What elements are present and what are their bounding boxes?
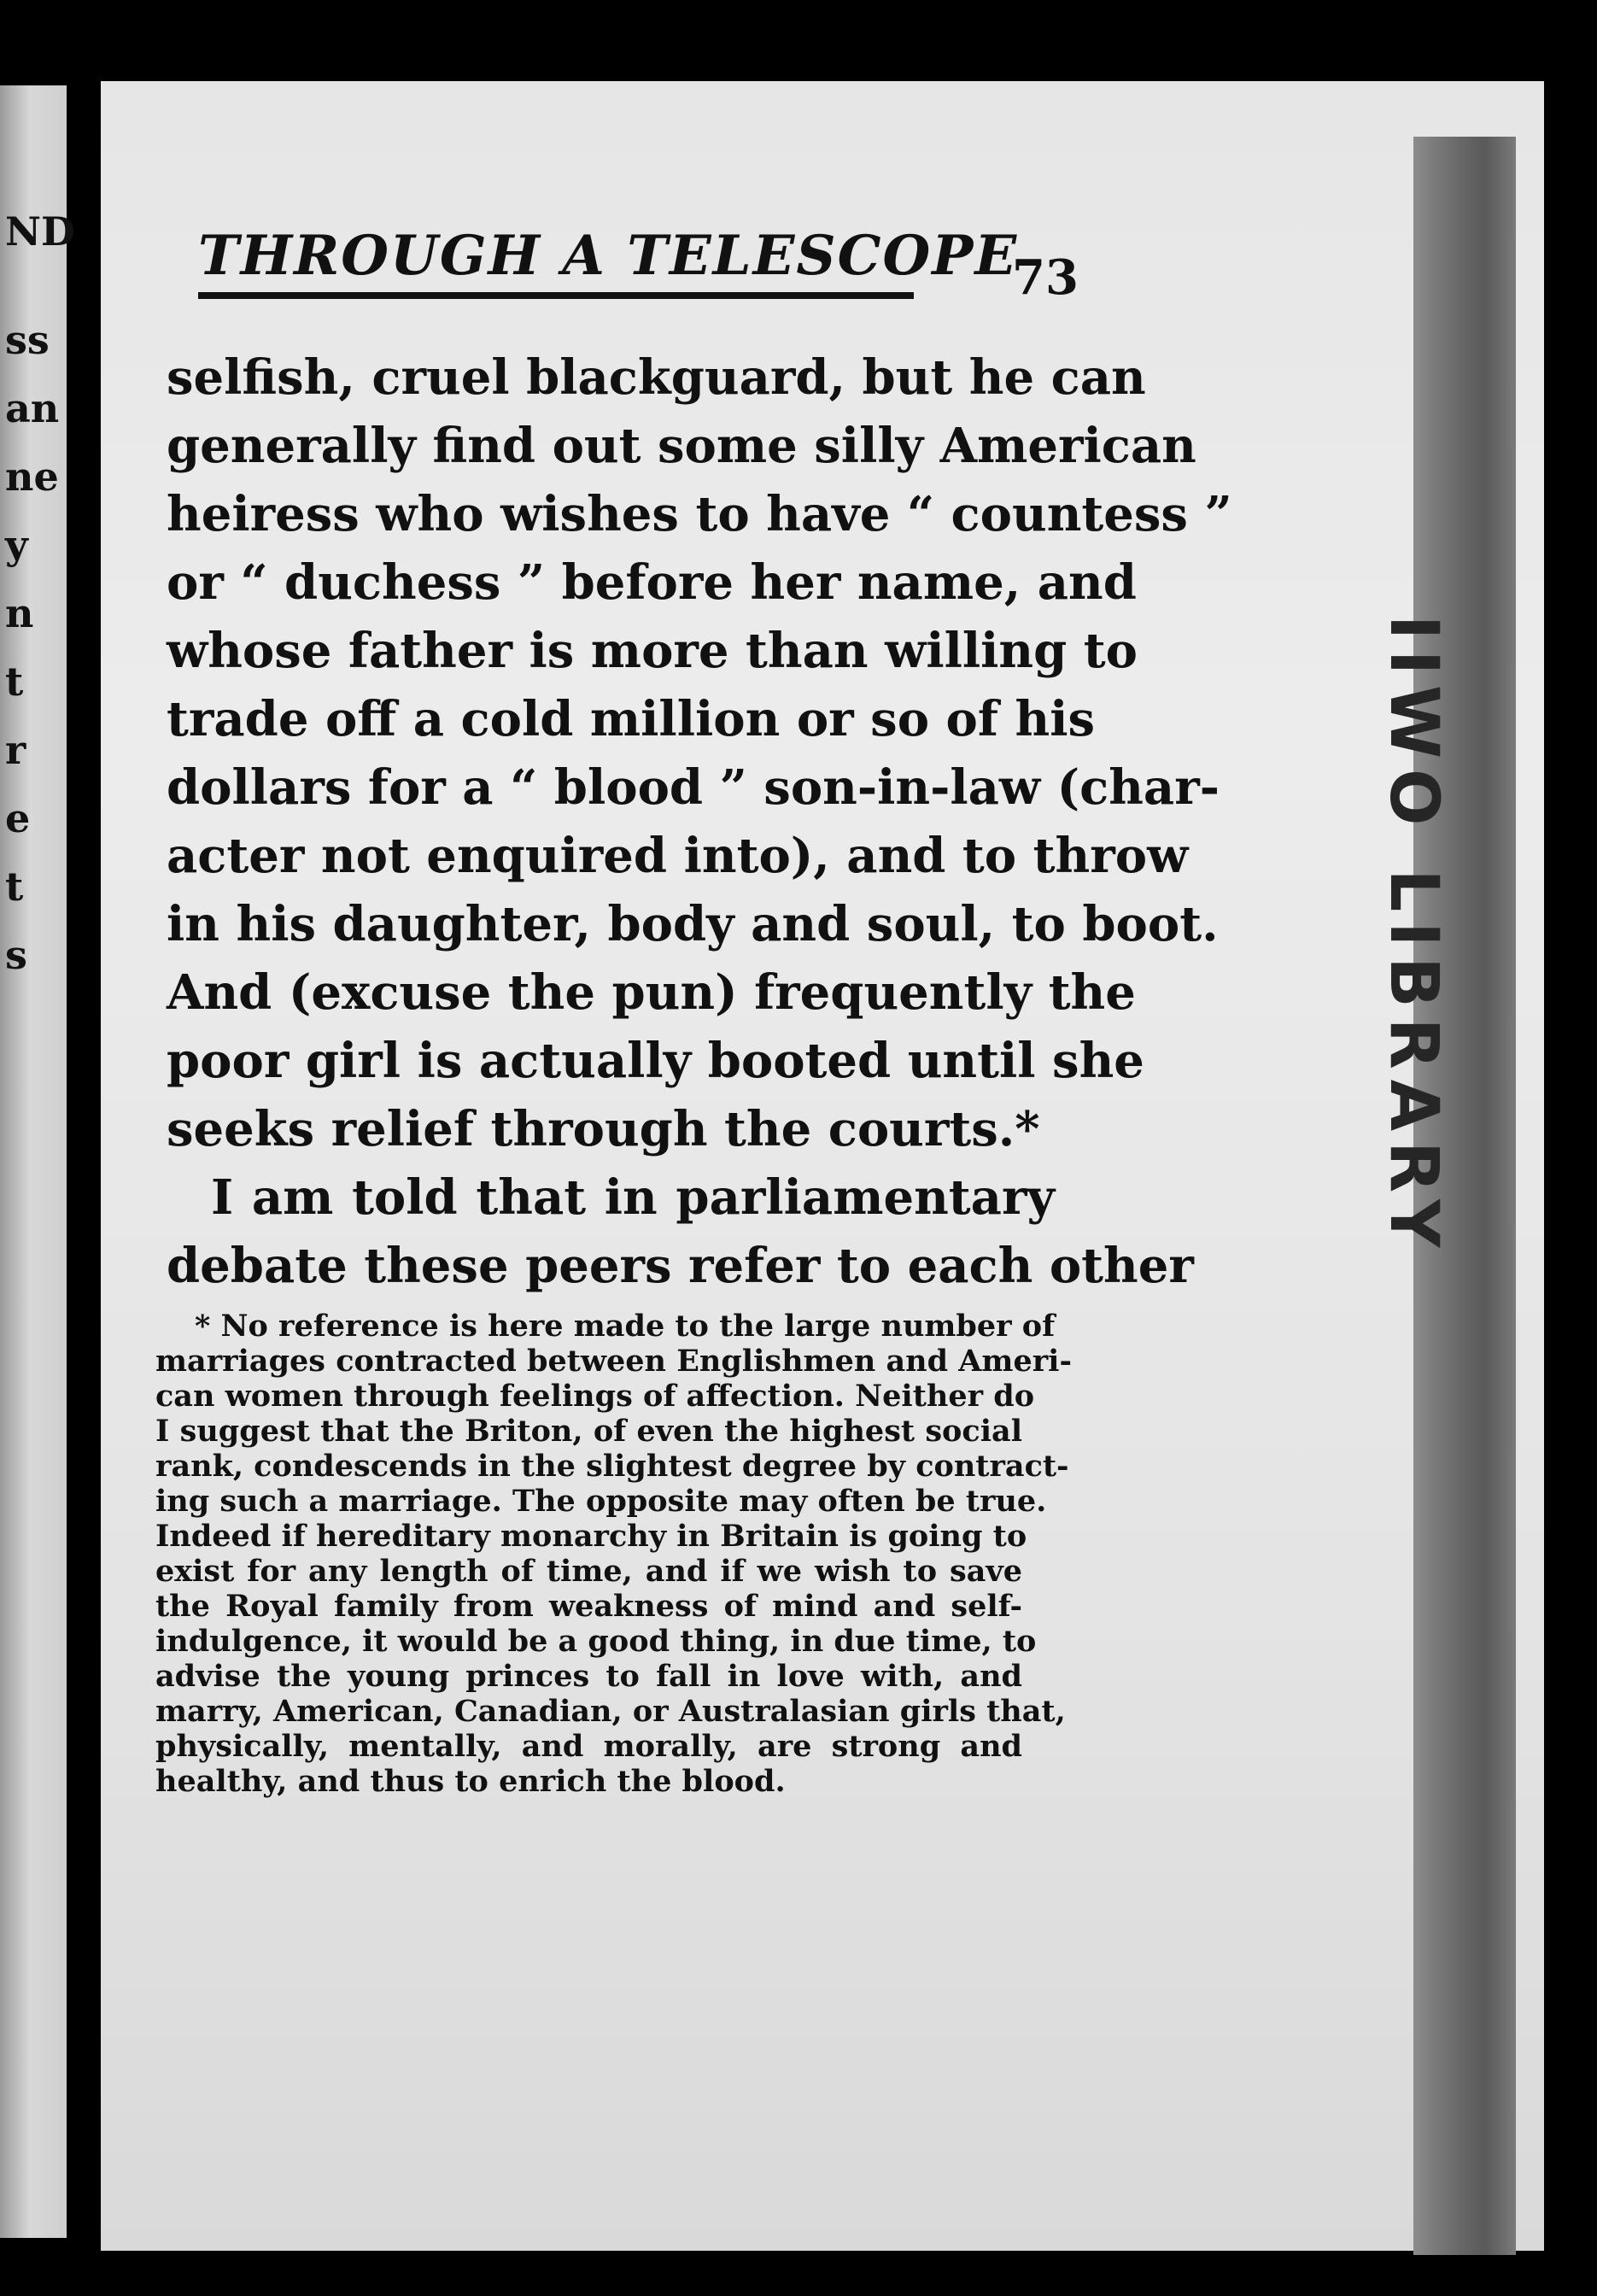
footnote-line: exist for any length of time, and if we wish to save (155, 1554, 1022, 1589)
footnote (155, 1309, 1072, 1799)
page-number: 73 (1012, 249, 1079, 306)
footnote-line: advise the young princes to fall in love with, and (155, 1659, 1022, 1694)
adjacent-page-fragment: s (5, 932, 27, 978)
body-line: seeks relief through the courts.* (167, 1101, 1040, 1157)
footnote-line: I suggest that the Briton, of even the highest social (155, 1414, 1022, 1449)
body-line: dollars for a “ blood ” son-in-law (char- (167, 759, 1220, 816)
body-line: I am told that in parliamentary (211, 1169, 1055, 1226)
footnote-line: Indeed if hereditary monarchy in Britain is going to (155, 1519, 1027, 1554)
footnote-line: can women through feelings of affection. Neither do (155, 1379, 1035, 1414)
footnote-line: marriages contracted between Englishmen and Ameri- (155, 1344, 1072, 1379)
footnote-line: * No reference is here made to the large number of (195, 1309, 1056, 1344)
footnote-line: the Royal family from weakness of mind and self- (155, 1589, 1022, 1624)
footnote-line: physically, mentally, and morally, are strong and (155, 1729, 1022, 1764)
running-title-rule (198, 292, 914, 299)
adjacent-page-fragment: ss (5, 317, 50, 363)
body-line: generally find out some silly American (167, 418, 1196, 474)
library-stamp-text: IIWO LIBRARY (1375, 615, 1452, 1258)
adjacent-page-fragment: an (5, 385, 60, 431)
footnote-line: marry, American, Canadian, or Australasian girls that, (155, 1694, 1066, 1729)
body-line: or “ duchess ” before her name, and (167, 554, 1137, 611)
footnote-line: indulgence, it would be a good thing, in due time, to (155, 1624, 1037, 1659)
adjacent-page-fragment: t (5, 864, 24, 910)
body-text (167, 343, 1232, 1300)
body-line: heiress who wishes to have “ countess ” (167, 486, 1232, 542)
adjacent-page-edge (0, 85, 75, 2238)
body-line: selfish, cruel blackguard, but he can (167, 349, 1146, 406)
adjacent-page-fragment: ND (5, 208, 75, 255)
body-line: whose father is more than willing to (167, 623, 1138, 679)
body-line: in his daughter, body and soul, to boot. (167, 896, 1219, 952)
body-line: acter not enquired into), and to throw (167, 828, 1189, 884)
adjacent-page-fragment: e (5, 795, 31, 841)
adjacent-page-fragment: t (5, 659, 24, 705)
body-line: trade off a cold million or so of his (167, 691, 1095, 747)
adjacent-page-fragment: n (5, 590, 34, 636)
footnote-line: rank, condescends in the slightest degree by contract- (155, 1449, 1069, 1484)
adjacent-page-fragment: r (5, 727, 26, 773)
adjacent-page-fragment: y (5, 522, 28, 568)
footnote-line: ing such a marriage. The opposite may often be true. (155, 1484, 1047, 1519)
running-title: THROUGH A TELESCOPE (198, 224, 1019, 288)
adjacent-page-fragment: ne (5, 454, 59, 500)
body-line: poor girl is actually booted until she (167, 1033, 1144, 1089)
footnote-line: healthy, and thus to enrich the blood. (155, 1764, 786, 1799)
body-line: debate these peers refer to each other (167, 1238, 1194, 1294)
body-line: And (excuse the pun) frequently the (167, 964, 1136, 1021)
